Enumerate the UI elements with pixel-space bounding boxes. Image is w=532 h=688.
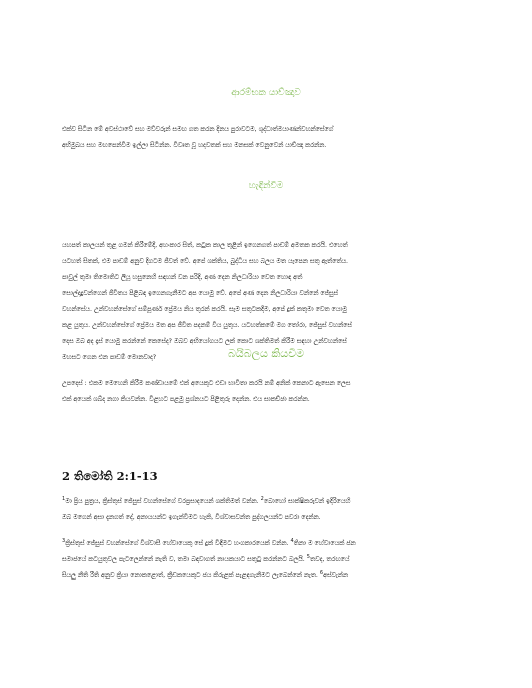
text-line: යටහත් සිතක්, එම පාඩම් අනුව දිගටම ජීවත් වේ. අපේ ශක්තිය, බුද්ධිය සහ බලය මත යැපෙන සතු ඇත්තේය. bbox=[62, 258, 349, 265]
verse-text: සියලු නීති රීති අනුව ක්‍රියා නොකළොත්, ක්‍රීඩකයෙකුට ජය කිරුළක් පැළඳගැනීමට ලැබෙන්නේ නැත. bbox=[62, 572, 320, 579]
opening-prayer-paragraph bbox=[62, 122, 474, 154]
text-line: පාවුල් තුමා තිමොතිට ලියූ හසුනෙහි සඳහන් වන පරිදි, අණ දෙන නිලධාරියා වෙත හොඳ අත් bbox=[62, 274, 303, 281]
verse-text: බොහෝ සාක්ෂිකරුවන් ඉදිරියෙහි bbox=[263, 498, 351, 505]
text-line: වහන්සේය. උන්වහන්සේගේ සම්පූර්ණ ප්‍රේමය නිය තුරන් කරයි. සැම සතුටකදීම, අපේ දුක් කතුමා වෙත යොමු bbox=[62, 306, 347, 313]
text-line bbox=[62, 536, 474, 552]
text-line bbox=[62, 494, 474, 510]
verse-text: මා ප්‍රිය පුත්‍රය, ක්‍රිස්තුස් ජේසුස් වහන්සේගේ වරප්‍රසාදයෙන් ශක්තිමත් වන්න. bbox=[65, 498, 261, 505]
text-line bbox=[62, 510, 474, 526]
text-line: සොල්දාදුවන්ගෙන් ජීවිතය පිළිබඳ ඉගෙනගැනීමට අප යොමු වේ. අපේ අණ දෙන නිලධාරියා වන්නේ ජේසුස් bbox=[62, 290, 338, 297]
text-line bbox=[62, 568, 474, 584]
verse-number: 6 bbox=[319, 569, 324, 576]
text-line: උපදෙස් : එකම මෙහෙනි කිරීම කණ්ඩායමේ එක් අයෙකුට එඩා භාවිතා කරයි නම් අනික් කෙනාට ඇසෙන ලෙස bbox=[62, 380, 351, 387]
verse-number: 3 bbox=[62, 537, 66, 544]
verse-number: 2 bbox=[260, 495, 264, 502]
verse-text: ඔබ මගෙන් අසා දැනගත් දේ, අනායයන්ට ඉගැන්වීමට හැකි, විශ්වාසවන්ත පුද්ගලයන්ට පවරා දෙන්න. bbox=[62, 514, 321, 521]
verse-number: 5 bbox=[306, 553, 310, 560]
scripture-paragraph-2 bbox=[62, 536, 474, 584]
opening-prayer-heading: ආරම්භක යාච්ඤාව bbox=[231, 88, 301, 98]
text-line: එක්ව සිටින මේ අවස්ථාවේ සහ මව්වරුන් සමඟ ගත කරන දිනය පුරාවටම, ශුද්ධාත්මයාණන්වහන්සේගේ bbox=[62, 126, 334, 133]
bible-reading-instructions bbox=[62, 376, 474, 408]
verse-text: ක්‍රිස්තුස් ජේසුස් වහන්සේගේ විශ්වාසී හේවායෙකු සේ දුක් විඳීමට හංගකාරයෙක් වන්න. bbox=[65, 540, 291, 547]
text-line: එක් අයෙක් ශබ්ද නගා කියවන්න. විළහට පළමු ප්‍රශ්නයට පිළිතුරු දෙන්න. එය සාකච්ඡා කරන්න. bbox=[62, 396, 310, 403]
bible-reading-heading: බයිබලය කියවීම bbox=[227, 347, 305, 360]
verse-text: තවද, තරඟයේ bbox=[309, 556, 350, 563]
verse-text: සමාජයේ කටයුතුවල පැටලෙන්නේ නැති ව, තමා බඳවාගත් නායකයාට සතුටු කරන්නට බලයි. bbox=[62, 556, 307, 563]
scripture-reference: 2 තිමෝති 2:1-13 bbox=[62, 469, 158, 483]
verse-text: අස්වැන්න bbox=[323, 572, 348, 579]
introduction-heading: හැඳින්වීම bbox=[248, 181, 284, 191]
text-line: අභිමුඛය සහ මඟපෙන්වීම ඉල්ලා සිටින්න. විවෘත වූ හදවතක් සහ මනසක් වෙනුවෙන් යාච්ඤා කරන්න. bbox=[62, 142, 327, 149]
verse-text: තිනා ම හේවායෙක් ජන bbox=[293, 540, 356, 547]
text-line bbox=[62, 552, 474, 568]
text-line: දෙස ඔබ අද දෑස් යොමු කරන්නේ කෙසේද? ඔබව අභියෝගයට ලක් කොට ශක්තිමත් කිරීම සඳහා උන්වහන්සේ bbox=[62, 338, 347, 345]
verse-number: 1 bbox=[62, 495, 66, 502]
scripture-paragraph-1 bbox=[62, 494, 474, 526]
text-line: යහපත් කාලයන් තුළ ගමන් කිරීමේදී, අහංකාර සිත්, කටුක කාල තුළින් ඉගෙනගත් පාඩම් අමතක කරයි. එහෙත් bbox=[62, 242, 348, 249]
text-line: මහසට ගෙන එන පාඩම් මොනවාද? bbox=[62, 354, 157, 361]
verse-number: 4 bbox=[290, 537, 294, 544]
text-line: කළ යුතුය. උන්වහන්සේගේ ප්‍රේමය මත අප ජීවිත පදනම් විය යුතුය. යටහත්කමේ මග තෝරා, ජේසුස් වහන්සේ bbox=[62, 322, 352, 329]
